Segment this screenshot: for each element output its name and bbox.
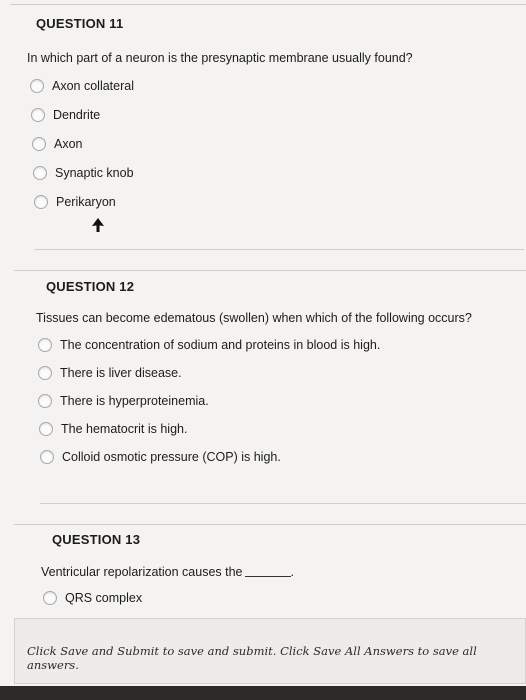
q12-option-cop-high[interactable]	[40, 450, 281, 464]
q11-option-synaptic-knob[interactable]	[33, 166, 134, 180]
option-label: Colloid osmotic pressure (COP) is high.	[62, 450, 281, 464]
q12-option-liver-disease[interactable]	[38, 366, 182, 380]
option-label: QRS complex	[65, 591, 143, 605]
mouse-cursor-icon	[92, 218, 104, 232]
radio-button[interactable]	[30, 79, 44, 93]
question-13-text	[41, 565, 294, 579]
submit-instructions-panel	[14, 618, 526, 684]
radio-button[interactable]	[38, 394, 52, 408]
q12-option-hematocrit[interactable]	[39, 422, 187, 436]
q11-option-dendrite[interactable]	[31, 108, 100, 122]
question-12-text: Tissues can become edematous (swollen) when which of the following occurs?	[36, 311, 472, 325]
option-label: Synaptic knob	[55, 166, 134, 180]
radio-button[interactable]	[39, 422, 53, 436]
radio-button[interactable]	[38, 366, 52, 380]
q11-option-axon[interactable]	[32, 137, 83, 151]
q11-option-perikaryon[interactable]	[34, 195, 116, 209]
option-label: Perikaryon	[56, 195, 116, 209]
radio-button[interactable]	[40, 450, 54, 464]
option-label: There is liver disease.	[60, 366, 182, 380]
option-label: There is hyperproteinemia.	[60, 394, 209, 408]
top-divider	[10, 4, 526, 5]
question-divider	[34, 249, 524, 250]
radio-button[interactable]	[33, 166, 47, 180]
radio-button[interactable]	[34, 195, 48, 209]
q13-option-qrs-complex[interactable]	[43, 591, 142, 605]
q12-option-hyperproteinemia[interactable]	[38, 394, 209, 408]
radio-button[interactable]	[31, 108, 45, 122]
fill-in-blank	[245, 576, 291, 577]
bottom-edge-bar	[0, 686, 526, 700]
q12-option-sodium-proteins[interactable]	[38, 338, 380, 352]
q11-option-axon-collateral[interactable]	[30, 79, 134, 93]
radio-button[interactable]	[43, 591, 57, 605]
radio-button[interactable]	[32, 137, 46, 151]
option-label: Axon	[54, 137, 83, 151]
option-label: The hematocrit is high.	[61, 422, 188, 436]
submit-instructions-text: Click Save and Submit to save and submit. Click Save All Answers to save all answers.	[27, 644, 477, 672]
question-13-text-before: Ventricular repolarization causes the	[41, 565, 243, 579]
question-11-text: In which part of a neuron is the presynaptic membrane usually found?	[27, 51, 413, 65]
question-13-title: QUESTION 13	[52, 532, 141, 547]
option-label: Dendrite	[53, 108, 101, 122]
question-11-title: QUESTION 11	[36, 16, 124, 31]
radio-button[interactable]	[38, 338, 52, 352]
question-12-title: QUESTION 12	[46, 279, 135, 294]
question-13-text-after: .	[290, 565, 294, 579]
option-label: The concentration of sodium and proteins in blood is high.	[60, 338, 381, 352]
question-divider	[40, 503, 526, 504]
question-divider	[14, 524, 526, 525]
option-label: Axon collateral	[52, 79, 134, 93]
question-divider	[14, 270, 526, 271]
